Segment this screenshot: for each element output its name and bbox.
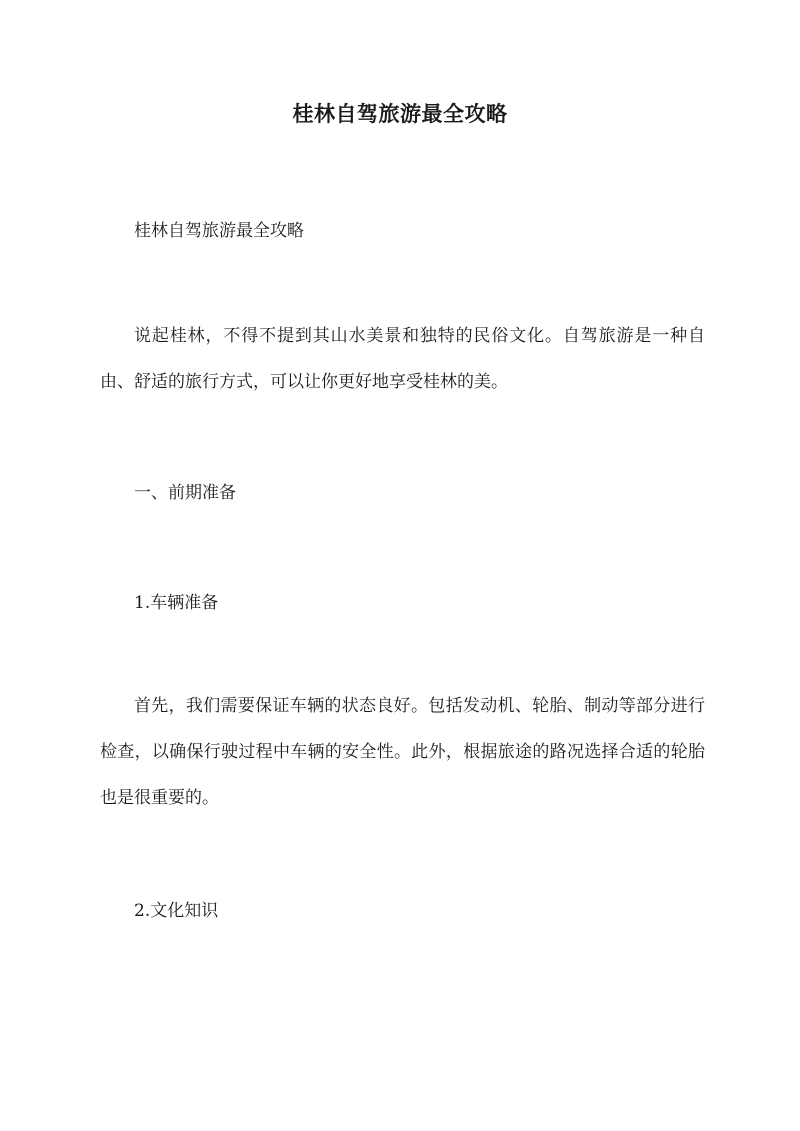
subtitle-paragraph: 桂林自驾旅游最全攻略 <box>134 221 304 241</box>
document-title: 桂林自驾旅游最全攻略 <box>292 101 508 126</box>
subheading-cultural-knowledge: 2.文化知识 <box>134 901 219 921</box>
vehicle-paragraph: 首先，我们需要保证车辆的状态良好。包括发动机、轮胎、制动等部分进行检查，以确保行驶过程中车辆的安全性。此外，根据旅途的路况选择合适的轮胎也是很重要的。 <box>100 696 705 808</box>
intro-paragraph: 说起桂林，不得不提到其山水美景和独特的民俗文化。自驾旅游是一种自由、舒适的旅行方式，可以让你更好地享受桂林的美。 <box>100 326 705 392</box>
subheading-vehicle-preparation: 1.车辆准备 <box>134 593 219 613</box>
section-heading-preparation: 一、前期准备 <box>134 483 236 503</box>
